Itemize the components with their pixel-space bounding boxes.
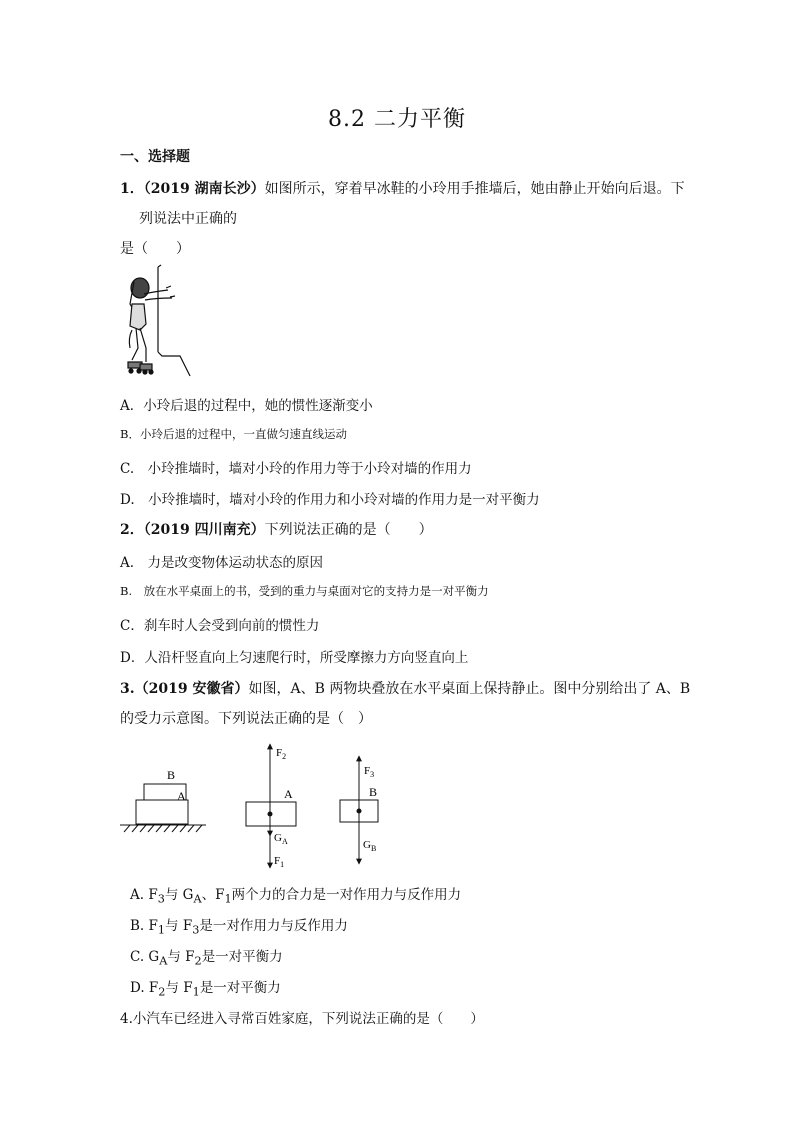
q4-stem: 4.小汽车已经进入寻常百姓家庭，下列说法正确的是（ ） xyxy=(120,1011,484,1027)
q2-option-a: A. 力是改变物体运动状态的原因 xyxy=(120,555,324,571)
fbd-a-block-label: A xyxy=(284,787,293,801)
q3-option-b: B. $F_1$与 $F_3$是一对作用力与反作用力 xyxy=(130,918,348,937)
fbd-a-f1-label: $F_1$ xyxy=(274,855,285,869)
section-heading: 一、选择题 xyxy=(120,149,190,165)
fbd-a-f2-label: $F_2$ xyxy=(276,747,287,761)
q2-source: （2019 四川南充） xyxy=(143,522,265,538)
q3-text-1: 如图，A、B 两物块叠放在水平桌面上保持静止。图中分别给出了 A、B xyxy=(248,681,691,697)
wall-base xyxy=(158,352,190,376)
stack-label-a: A xyxy=(177,789,186,803)
q2-number: 2． xyxy=(120,522,144,538)
q1-text-1: 如图所示，穿着早冰鞋的小玲用手推墙后，她由静止开始向后退。下 xyxy=(264,181,685,197)
fbd-a xyxy=(246,744,296,868)
stacked-blocks xyxy=(120,784,206,832)
fbd-b-point xyxy=(357,809,362,814)
q3-number: 3. xyxy=(120,681,135,697)
fbd-b-f3-label: $F_3$ xyxy=(364,765,375,779)
q2-stem: 下列说法正确的是（ ） xyxy=(264,522,433,538)
q3-line1 xyxy=(120,678,690,698)
q2-option-b: B. 放在水平桌面上的书，受到的重力与桌面对它的支持力是一对平衡力 xyxy=(120,584,489,598)
q3-option-c: C. $G_A$与 $F_2$是一对平衡力 xyxy=(130,949,283,968)
q1-skater-figure xyxy=(118,264,198,382)
q3-option-a: A. $F_3$与 $G_A$、$F_1$两个力的合力是一对作用力与反作用力 xyxy=(130,887,462,906)
q1-line1 xyxy=(120,178,685,198)
q1-number: 1． xyxy=(120,181,144,197)
fbd-b-block-label: B xyxy=(369,785,378,799)
fbd-a-ga-label: $G_A$ xyxy=(274,832,288,846)
q2-line xyxy=(120,519,433,539)
q1-option-b: B．小玲后退的过程中，一直做匀速直线运动 xyxy=(120,427,347,441)
stack-label-b: B xyxy=(167,768,176,782)
q3-source: （2019 安徽省） xyxy=(134,681,249,697)
q2-option-d: D．人沿杆竖直向上匀速爬行时，所受摩擦力方向竖直向上 xyxy=(120,650,469,666)
page-title: 8.2 二力平衡 xyxy=(328,107,466,132)
q3-option-d: D. $F_2$与 $F_1$是一对平衡力 xyxy=(130,980,281,999)
q1-line2: 列说法中正确的 xyxy=(139,211,237,227)
fbd-b-gb-label: $G_B$ xyxy=(363,839,377,853)
q1-option-d: D. 小玲推墙时，墙对小玲的作用力和小玲对墙的作用力是一对平衡力 xyxy=(120,492,540,508)
q3-force-diagram xyxy=(116,736,416,872)
q1-source: （2019 湖南长沙） xyxy=(143,181,265,197)
q1-option-c: C. 小玲推墙时，墙对小玲的作用力等于小玲对墙的作用力 xyxy=(120,461,472,477)
q1-line3: 是（ ） xyxy=(120,241,190,257)
fbd-a-point xyxy=(268,812,273,817)
q1-option-a: A．小玲后退的过程中，她的惯性逐渐变小 xyxy=(120,398,373,414)
q3-line2: 的受力示意图。下列说法正确的是（ ） xyxy=(120,711,372,727)
q2-option-c: C．刹车时人会受到向前的惯性力 xyxy=(120,618,320,634)
